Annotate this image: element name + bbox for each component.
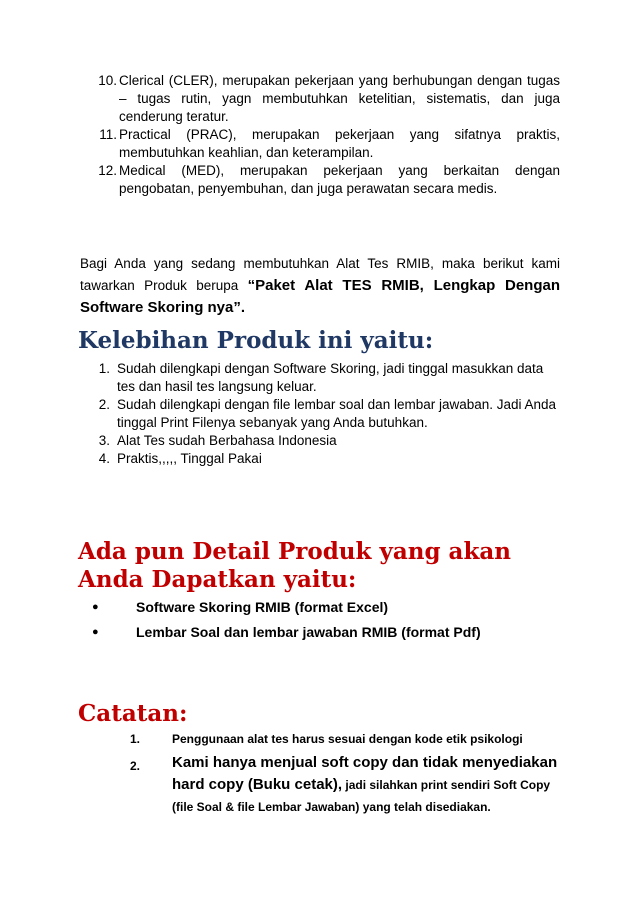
note-large-text: Kami hanya menjual soft copy dan tidak menyediakan hard copy (Buku cetak),: [172, 754, 558, 793]
list-text: Alat Tes sudah Berbahasa Indonesia: [117, 433, 337, 448]
note-small-text: jadi silahkan print sendiri Soft Copy (file Soal & file Lembar Jawaban) yang telah disediakan.: [172, 778, 551, 814]
list-number: 1.: [130, 732, 141, 746]
details-list: [92, 594, 562, 644]
list-item: [130, 752, 570, 818]
list-text: Sudah dilengkapi dengan Software Skoring, jadi tinggal masukkan data tes dan hasil tes langsung keluar.: [117, 361, 544, 394]
advantages-heading: Kelebihan Produk ini yaitu:: [78, 327, 434, 354]
details-heading: Ada pun Detail Produk yang akan Anda Dapatkan yaitu:: [78, 538, 512, 593]
bullet-icon: ●: [92, 625, 99, 638]
list-text: Software Skoring RMIB (format Excel): [136, 598, 389, 615]
list-number: 2.: [98, 397, 110, 412]
list-item: [80, 72, 560, 126]
list-item: [92, 619, 562, 644]
list-text: Clerical (CLER), merupakan pekerjaan yang berhubungan dengan tugas – tugas rutin, yagn membutuhkan ketelitian, sistematis, dan juga cenderung teratur.: [119, 73, 560, 124]
list-text: Praktis,,,,, Tinggal Pakai: [117, 451, 262, 466]
list-item: [80, 126, 560, 162]
intro-text: Bagi Anda yang sedang membutuhkan Alat Tes RMIB, maka berikut kami tawarkan Produk berupa: [80, 256, 560, 293]
list-number: 1.: [98, 361, 110, 376]
list-number: 11.: [99, 127, 117, 142]
list-number: 2.: [130, 759, 141, 773]
list-item: [80, 432, 560, 450]
list-text: Lembar Soal dan lembar jawaban RMIB (format Pdf): [136, 623, 481, 640]
list-item: [80, 360, 560, 396]
list-text: Practical (PRAC), merupakan pekerjaan yang sifatnya praktis, membutuhkan keahlian, dan keterampilan.: [119, 127, 560, 160]
bullet-icon: ●: [92, 600, 99, 613]
list-number: 10.: [98, 73, 117, 88]
list-text: Medical (MED), merupakan pekerjaan yang berkaitan dengan pengobatan, penyembuhan, dan juga perawatan secara medis.: [119, 163, 560, 196]
list-item: [80, 162, 560, 198]
notes-heading: Catatan:: [78, 700, 188, 727]
notes-list: [130, 730, 570, 818]
advantages-list: [80, 360, 560, 468]
list-item: [92, 594, 562, 619]
intro-paragraph: [80, 253, 560, 319]
list-text: Sudah dilengkapi dengan file lembar soal dan lembar jawaban. Jadi Anda tinggal Print Filenya sebanyak yang Anda butuhkan.: [117, 397, 557, 430]
list-text: Penggunaan alat tes harus sesuai dengan kode etik psikologi: [172, 732, 523, 746]
list-item: [80, 396, 560, 432]
rmib-category-list: [80, 72, 560, 198]
list-item: [80, 450, 560, 468]
intro-highlight: “Paket Alat TES RMIB, Lengkap Dengan Software Skoring nya”.: [80, 277, 560, 316]
list-item: [130, 730, 570, 748]
list-number: 12.: [98, 163, 117, 178]
list-number: 4.: [98, 451, 110, 466]
list-number: 3.: [98, 433, 110, 448]
